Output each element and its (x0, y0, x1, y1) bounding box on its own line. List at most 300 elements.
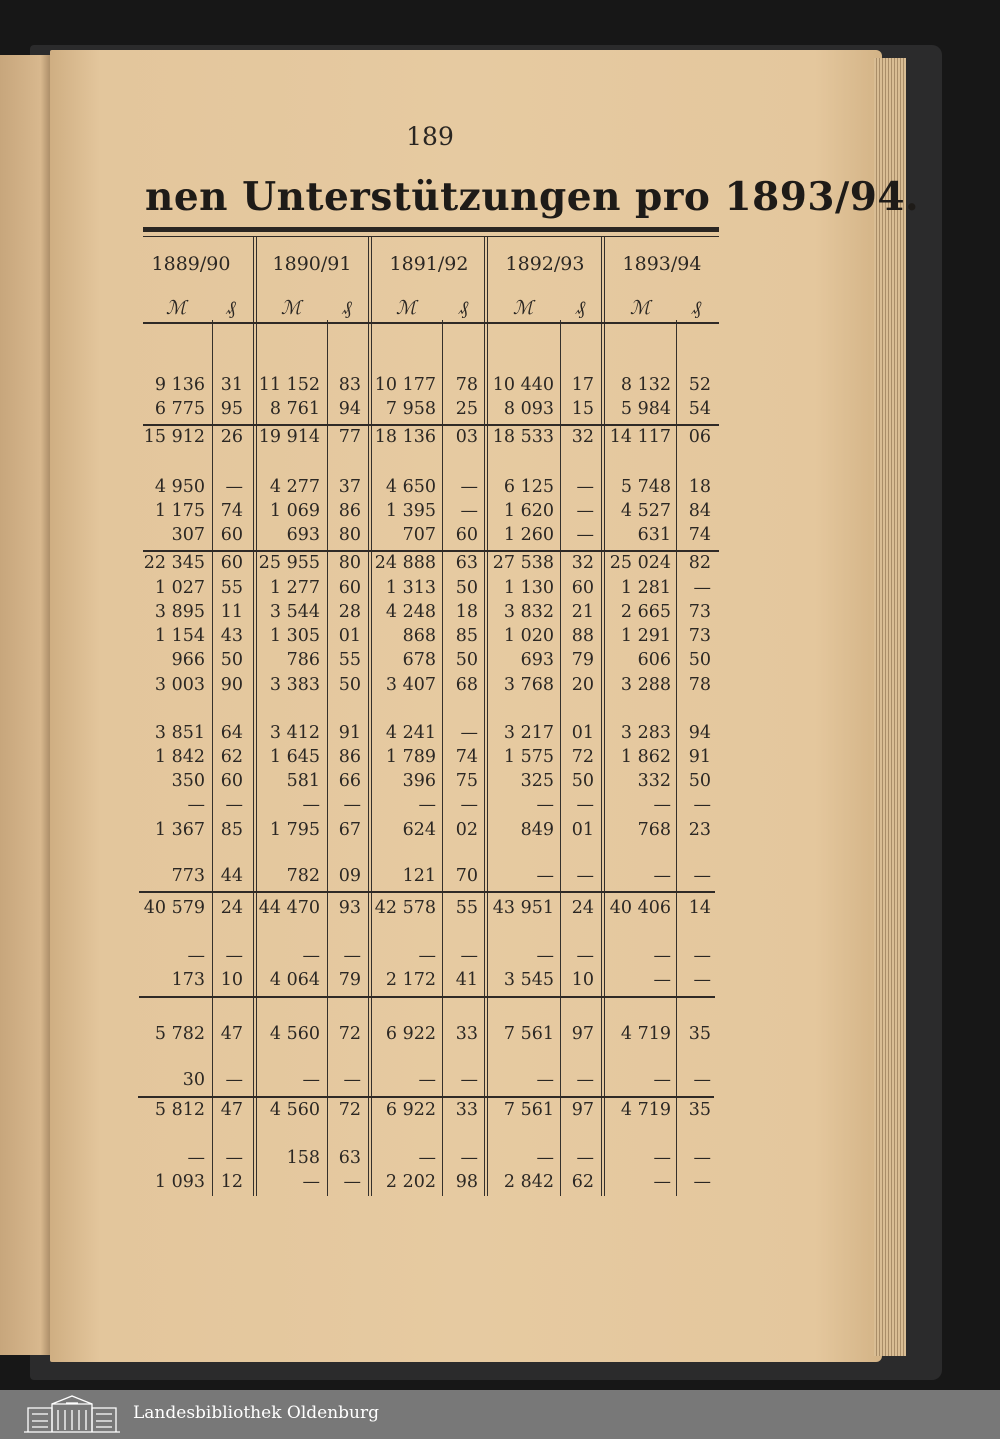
table-cell: 94 (688, 723, 711, 743)
table-cell: 18 (455, 602, 478, 622)
table-cell: 3 412 (269, 723, 320, 743)
page-heading: nen Unterstützungen pro 1893/94. (145, 174, 920, 220)
table-cell: 68 (455, 675, 478, 695)
table-cell: 60 (571, 578, 594, 598)
table-cell: — (187, 1148, 205, 1168)
table-cell: 768 (637, 820, 671, 840)
table-cell: 35 (688, 1100, 711, 1120)
table-cell: 93 (338, 898, 361, 918)
table-cell: — (187, 946, 205, 966)
table-cell: 1 281 (620, 578, 671, 598)
table-cell: 80 (338, 525, 361, 545)
table-cell: 3 544 (269, 602, 320, 622)
table-cell: 3 217 (503, 723, 554, 743)
table-cell: — (693, 1148, 711, 1168)
table-cell: 32 (571, 553, 594, 573)
table-cell: 74 (220, 501, 243, 521)
table-cell: 24 (220, 898, 243, 918)
table-cell: 5 748 (620, 477, 671, 497)
table-cell: 03 (455, 427, 478, 447)
table-cell: 50 (455, 578, 478, 598)
table-cell: 86 (338, 501, 361, 521)
table-cell: — (536, 946, 554, 966)
table-cell: 14 117 (609, 427, 671, 447)
table-cell: — (576, 866, 594, 886)
table-cell: — (460, 795, 478, 815)
table-cell: 50 (455, 650, 478, 670)
table-cell: — (576, 501, 594, 521)
table-cell: 40 579 (143, 898, 205, 918)
table-cell: 2 665 (620, 602, 671, 622)
table-cell: 6 775 (154, 399, 205, 419)
table-cell: 97 (571, 1100, 594, 1120)
table-cell: 55 (455, 898, 478, 918)
row-rule (143, 322, 719, 324)
table-cell: — (576, 795, 594, 815)
table-cell: 82 (688, 553, 711, 573)
table-cell: 10 (220, 970, 243, 990)
table-cell: 50 (220, 650, 243, 670)
row-rule (143, 424, 719, 426)
table-cell: 12 (220, 1172, 243, 1192)
table-cell: 19 914 (258, 427, 320, 447)
table-cell: 18 533 (492, 427, 554, 447)
row-rule (143, 550, 719, 552)
table-cell: 350 (171, 771, 205, 791)
column-rule (253, 236, 254, 1196)
table-cell: 01 (571, 820, 594, 840)
pfennig-unit-label: ₰ (458, 297, 469, 319)
table-cell: 868 (402, 626, 436, 646)
table-cell: 1 277 (269, 578, 320, 598)
table-cell: 3 851 (154, 723, 205, 743)
table-cell: 158 (286, 1148, 320, 1168)
table-cell: 80 (338, 553, 361, 573)
table-cell: 70 (455, 866, 478, 886)
table-cell: 25 024 (609, 553, 671, 573)
table-cell: 4 064 (269, 970, 320, 990)
table-cell: 30 (182, 1070, 205, 1090)
table-cell: 1 313 (385, 578, 436, 598)
row-rule (139, 891, 715, 893)
table-cell: 5 984 (620, 399, 671, 419)
table-cell: 42 578 (374, 898, 436, 918)
table-cell: — (343, 795, 361, 815)
table-cell: 25 955 (258, 553, 320, 573)
table-cell: 173 (171, 970, 205, 990)
table-cell: 1 175 (154, 501, 205, 521)
table-cell: 2 172 (385, 970, 436, 990)
table-cell: 22 345 (143, 553, 205, 573)
table-cell: — (460, 723, 478, 743)
table-cell: 773 (171, 866, 205, 886)
table-cell: 14 (688, 898, 711, 918)
mark-unit-label: ℳ (629, 297, 651, 319)
table-cell: 91 (688, 747, 711, 767)
table-cell: 7 561 (503, 1100, 554, 1120)
table-cell: — (693, 866, 711, 886)
table-cell: 678 (402, 650, 436, 670)
table-cell: 5 812 (154, 1100, 205, 1120)
column-rule (327, 320, 328, 1196)
table-cell: — (693, 970, 711, 990)
table-cell: 75 (455, 771, 478, 791)
table-cell: 11 152 (258, 375, 320, 395)
mark-unit-label: ℳ (512, 297, 534, 319)
table-cell: 4 241 (385, 723, 436, 743)
table-cell: 4 719 (620, 1100, 671, 1120)
table-cell: 90 (220, 675, 243, 695)
table-cell: 18 (688, 477, 711, 497)
table-cell: 3 832 (503, 602, 554, 622)
table-cell: — (693, 946, 711, 966)
table-cell: 40 406 (609, 898, 671, 918)
column-rule (442, 320, 443, 1196)
library-name: Landesbibliothek Oldenburg (133, 1403, 380, 1423)
page-edges (874, 58, 906, 1356)
table-cell: 4 560 (269, 1100, 320, 1120)
table-cell: 37 (338, 477, 361, 497)
table-cell: 72 (338, 1024, 361, 1044)
table-cell: — (460, 501, 478, 521)
table-cell: — (418, 1070, 436, 1090)
table-cell: — (576, 1070, 594, 1090)
table-cell: 33 (455, 1100, 478, 1120)
table-cell: — (693, 578, 711, 598)
table-cell: 1 620 (503, 501, 554, 521)
table-cell: 786 (286, 650, 320, 670)
table-cell: 73 (688, 626, 711, 646)
column-rule (212, 320, 213, 1196)
table-cell: 2 842 (503, 1172, 554, 1192)
table-cell: 307 (171, 525, 205, 545)
table-cell: — (460, 946, 478, 966)
table-cell: — (653, 946, 671, 966)
column-rule (256, 236, 257, 1196)
table-cell: 74 (688, 525, 711, 545)
table-cell: 78 (455, 375, 478, 395)
table-cell: 693 (286, 525, 320, 545)
table-cell: — (693, 1070, 711, 1090)
table-cell: — (302, 795, 320, 815)
table-cell: 60 (220, 525, 243, 545)
table-cell: — (225, 1148, 243, 1168)
column-rule (484, 236, 485, 1196)
table-cell: 606 (637, 650, 671, 670)
table-cell: 50 (571, 771, 594, 791)
table-cell: 63 (455, 553, 478, 573)
table-cell: 693 (520, 650, 554, 670)
table-cell: 7 958 (385, 399, 436, 419)
table-cell: 24 (571, 898, 594, 918)
table-cell: 52 (688, 375, 711, 395)
table-cell: 8 093 (503, 399, 554, 419)
table-cell: 60 (220, 771, 243, 791)
column-rule (487, 236, 488, 1196)
table-cell: — (343, 946, 361, 966)
table-cell: 60 (338, 578, 361, 598)
table-cell: 3 895 (154, 602, 205, 622)
table-cell: 396 (402, 771, 436, 791)
table-cell: — (653, 795, 671, 815)
table-cell: 02 (455, 820, 478, 840)
table-cell: — (693, 795, 711, 815)
table-cell: 1 154 (154, 626, 205, 646)
column-rule (604, 236, 605, 1196)
table-cell: 782 (286, 866, 320, 886)
table-cell: — (653, 1148, 671, 1168)
table-cell: 32 (571, 427, 594, 447)
table-cell: — (693, 1172, 711, 1192)
table-cell: — (536, 866, 554, 886)
table-cell: 10 177 (374, 375, 436, 395)
table-cell: 1 291 (620, 626, 671, 646)
table-cell: — (225, 1070, 243, 1090)
table-cell: — (302, 1070, 320, 1090)
table-cell: 24 888 (374, 553, 436, 573)
table-cell: 1 789 (385, 747, 436, 767)
table-cell: — (460, 477, 478, 497)
table-cell: 10 440 (492, 375, 554, 395)
table-cell: 3 768 (503, 675, 554, 695)
table-cell: 4 560 (269, 1024, 320, 1044)
year-header: 1889/90 (151, 253, 231, 275)
table-cell: 11 (220, 602, 243, 622)
table-cell: 44 470 (258, 898, 320, 918)
table-cell: 77 (338, 427, 361, 447)
table-cell: 1 395 (385, 501, 436, 521)
page-number: 189 (406, 122, 454, 151)
table-cell: 4 527 (620, 501, 671, 521)
table-cell: 88 (571, 626, 594, 646)
table-cell: — (302, 1172, 320, 1192)
table-cell: 1 130 (503, 578, 554, 598)
table-cell: 1 305 (269, 626, 320, 646)
table-cell: 1 795 (269, 820, 320, 840)
table-cell: 50 (688, 650, 711, 670)
year-header: 1890/91 (272, 253, 352, 275)
table-cell: 1 367 (154, 820, 205, 840)
table-cell: 72 (338, 1100, 361, 1120)
table-cell: 1 020 (503, 626, 554, 646)
row-rule (139, 996, 715, 998)
table-cell: — (576, 1148, 594, 1168)
table-cell: — (460, 1070, 478, 1090)
table-cell: 6 922 (385, 1100, 436, 1120)
table-cell: 6 125 (503, 477, 554, 497)
table-cell: 3 545 (503, 970, 554, 990)
library-building-icon (22, 1394, 122, 1434)
year-header: 1893/94 (622, 253, 702, 275)
table-cell: — (302, 946, 320, 966)
table-cell: 01 (338, 626, 361, 646)
table-cell: — (536, 795, 554, 815)
mark-unit-label: ℳ (280, 297, 302, 319)
table-cell: — (653, 1172, 671, 1192)
table-cell: 17 (571, 375, 594, 395)
table-cell: — (343, 1070, 361, 1090)
table-cell: — (576, 477, 594, 497)
table-cell: 41 (455, 970, 478, 990)
table-cell: 1 842 (154, 747, 205, 767)
table-cell: 67 (338, 820, 361, 840)
table-cell: 91 (338, 723, 361, 743)
table-cell: 79 (338, 970, 361, 990)
column-rule (368, 236, 369, 1196)
table-cell: 332 (637, 771, 671, 791)
table-cell: 1 093 (154, 1172, 205, 1192)
table-cell: 97 (571, 1024, 594, 1044)
table-cell: 9 136 (154, 375, 205, 395)
table-cell: 66 (338, 771, 361, 791)
table-cell: 55 (220, 578, 243, 598)
table-cell: 1 645 (269, 747, 320, 767)
table-cell: 43 (220, 626, 243, 646)
heading-rule (143, 227, 719, 232)
table-cell: 28 (338, 602, 361, 622)
table-cell: 707 (402, 525, 436, 545)
table-cell: — (460, 1148, 478, 1168)
table-cell: 01 (571, 723, 594, 743)
table-cell: 35 (688, 1024, 711, 1044)
table-cell: 79 (571, 650, 594, 670)
mark-unit-label: ℳ (395, 297, 417, 319)
table-cell: 78 (688, 675, 711, 695)
table-cell: 4 277 (269, 477, 320, 497)
table-cell: 581 (286, 771, 320, 791)
table-cell: — (653, 866, 671, 886)
table-cell: 27 538 (492, 553, 554, 573)
column-rule (560, 320, 561, 1196)
table-cell: 06 (688, 427, 711, 447)
table-cell: 1 069 (269, 501, 320, 521)
table-cell: 3 003 (154, 675, 205, 695)
table-cell: — (187, 795, 205, 815)
table-cell: 1 862 (620, 747, 671, 767)
table-cell: 74 (455, 747, 478, 767)
table-cell: — (653, 970, 671, 990)
table-cell: 2 202 (385, 1172, 436, 1192)
table-cell: 18 136 (374, 427, 436, 447)
table-cell: 15 912 (143, 427, 205, 447)
table-cell: 54 (688, 399, 711, 419)
table-cell: — (225, 795, 243, 815)
table-cell: 23 (688, 820, 711, 840)
table-cell: 3 288 (620, 675, 671, 695)
table-cell: 7 561 (503, 1024, 554, 1044)
table-cell: 6 922 (385, 1024, 436, 1044)
table-cell: 72 (571, 747, 594, 767)
table-cell: 73 (688, 602, 711, 622)
table-cell: 09 (338, 866, 361, 886)
table-cell: 21 (571, 602, 594, 622)
table-cell: 3 383 (269, 675, 320, 695)
table-cell: — (418, 795, 436, 815)
table-cell: — (653, 1070, 671, 1090)
table-cell: 55 (338, 650, 361, 670)
table-cell: 631 (637, 525, 671, 545)
table-cell: 966 (171, 650, 205, 670)
footer-bar (0, 1390, 1000, 1439)
table-cell: 849 (520, 820, 554, 840)
pfennig-unit-label: ₰ (691, 297, 702, 319)
table-cell: 43 951 (492, 898, 554, 918)
table-cell: — (343, 1172, 361, 1192)
year-header: 1892/93 (505, 253, 585, 275)
mark-unit-label: ℳ (165, 297, 187, 319)
table-cell: — (418, 1148, 436, 1168)
table-cell: 60 (455, 525, 478, 545)
table-cell: 4 950 (154, 477, 205, 497)
table-cell: 85 (220, 820, 243, 840)
table-cell: 10 (571, 970, 594, 990)
pfennig-unit-label: ₰ (575, 297, 586, 319)
table-cell: 3 283 (620, 723, 671, 743)
row-rule (138, 1096, 714, 1098)
table-cell: 25 (455, 399, 478, 419)
table-cell: — (576, 946, 594, 966)
column-rule (601, 236, 602, 1196)
table-cell: 1 027 (154, 578, 205, 598)
table-cell: 98 (455, 1172, 478, 1192)
table-cell: 325 (520, 771, 554, 791)
table-cell: 3 407 (385, 675, 436, 695)
table-cell: 8 761 (269, 399, 320, 419)
table-cell: 95 (220, 399, 243, 419)
column-rule (371, 236, 372, 1196)
table-cell: 86 (338, 747, 361, 767)
year-header: 1891/92 (389, 253, 469, 275)
column-rule (676, 320, 677, 1196)
table-cell: 85 (455, 626, 478, 646)
table-cell: 94 (338, 399, 361, 419)
table-cell: 47 (220, 1024, 243, 1044)
table-cell: 15 (571, 399, 594, 419)
table-cell: 1 260 (503, 525, 554, 545)
table-cell: 50 (338, 675, 361, 695)
table-cell: 4 248 (385, 602, 436, 622)
table-cell: 60 (220, 553, 243, 573)
table-cell: 47 (220, 1100, 243, 1120)
table-cell: 33 (455, 1024, 478, 1044)
table-cell: 83 (338, 375, 361, 395)
table-cell: — (418, 946, 436, 966)
table-cell: 44 (220, 866, 243, 886)
table-cell: — (536, 1070, 554, 1090)
pfennig-unit-label: ₰ (226, 297, 236, 319)
table-cell: — (576, 525, 594, 545)
table-cell: 8 132 (620, 375, 671, 395)
table-cell: 20 (571, 675, 594, 695)
table-cell: — (225, 946, 243, 966)
table-cell: — (225, 477, 243, 497)
table-cell: 4 650 (385, 477, 436, 497)
table-cell: 624 (402, 820, 436, 840)
table-cell: — (536, 1148, 554, 1168)
pfennig-unit-label: ₰ (342, 297, 352, 319)
header-rule (143, 236, 719, 237)
table-cell: 5 782 (154, 1024, 205, 1044)
table-cell: 31 (220, 375, 243, 395)
table-cell: 62 (571, 1172, 594, 1192)
table-cell: 26 (220, 427, 243, 447)
table-cell: 121 (402, 866, 436, 886)
table-cell: 62 (220, 747, 243, 767)
table-cell: 63 (338, 1148, 361, 1168)
table-cell: 50 (688, 771, 711, 791)
table-cell: 84 (688, 501, 711, 521)
table-cell: 64 (220, 723, 243, 743)
